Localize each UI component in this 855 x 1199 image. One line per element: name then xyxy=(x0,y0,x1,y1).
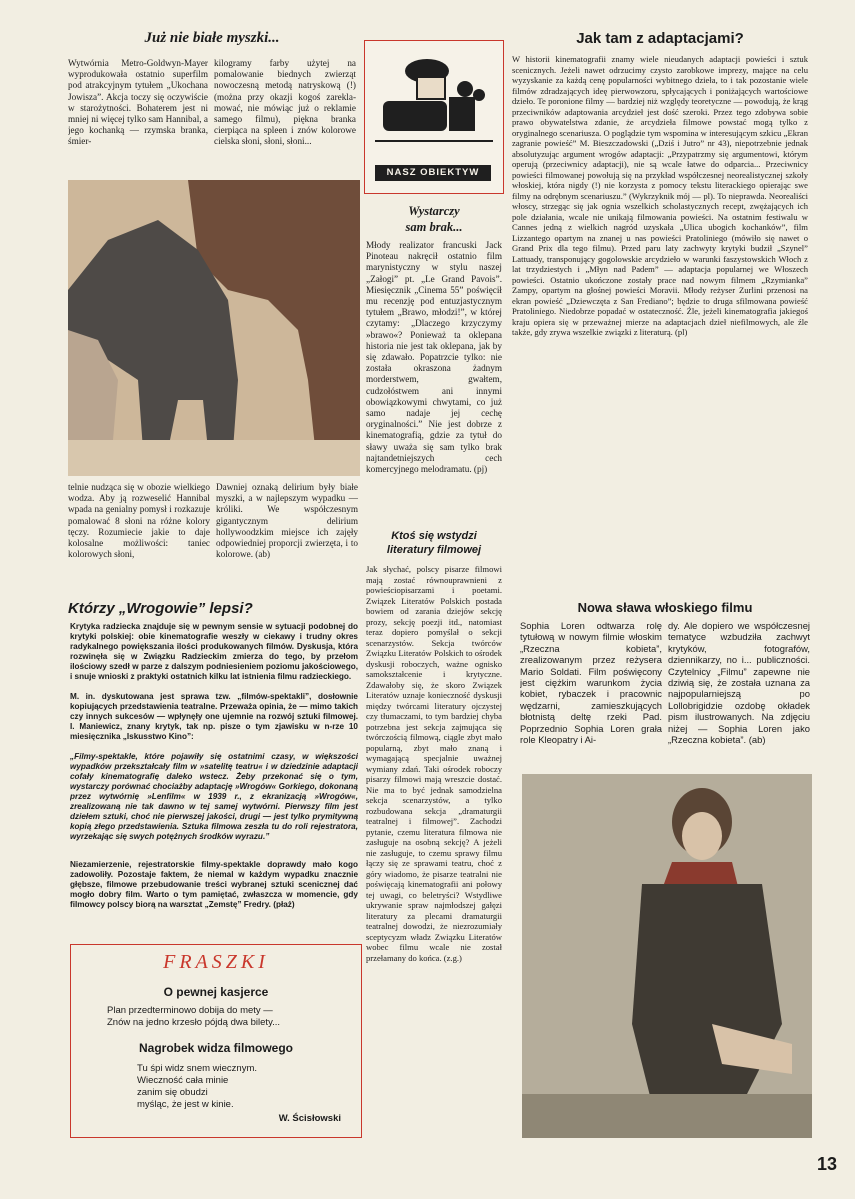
woman-portrait-illustration xyxy=(522,774,812,1138)
wystarczy-title-line2: sam brak... xyxy=(405,220,463,234)
myszki-text-bottom2: Dawniej oznaką delirium były białe myszki, a w najlepszym wypadku — króliki. We współczesnym gigantycznym delirium hollywoodzkim miejsce ich zajęły odpowiedniej proporcji zwierzęta, i to kolorowe. (ab) xyxy=(216,482,358,560)
ktos-title-line2: literatury filmowej xyxy=(386,544,482,556)
poem2-line-3: zanim się obudzi xyxy=(137,1087,208,1098)
loren-text-col2: dy. Ale dopiero we współczesnej tematyce wzbudziła zachwyt krytyków, fotografów, dziennikarzy, no i... publiczności. Czytelnicy „Filmu” zapewne nie dziwią się, że została uznana za najpopularniejszą po Lollobrigidzie ozdobę okładek pism ilustrowanych. Na zdjęciu niżej — Sophia Loren jako „Rzeczna kobieta”. (ab) xyxy=(668,620,810,746)
wystarczy-text: Młody realizator francuski Jack Pinoteau nakręcił ostatnio film marynistyczny w stylu naszej „Załogi” pt. „Le Grand Pavois”. Miesięcznik „Cinema 55” poświęcił mu recenzję pod entuzjastycznym tytułem „Brawo, młodzi!”, w której czytamy: „Dlaczego krzyczymy »brawo«? Ponieważ ta oklepana historia nie jest tak oklepana, jak by się zdawało. Popatrzcie tylko: nie została okraszona żadnym morderstwem, gwałtem, cudzołóstwem ani innymi obowiązkowymi chwytami, co już samo nadaje jej cechę oryginalności.” Nie jest dobrze z kinematografią, gdzie za tytuł do sławy uważa się sam tylko brak najtandetniejszych cech komercyjnego melodramatu. (pj) xyxy=(366,240,502,475)
fraszki-author: W. Ścisłowski xyxy=(278,1113,341,1124)
elephant-illustration xyxy=(68,180,360,476)
wrogowie-paragraph-3: Niezamierzenie, rejestratorskie filmy-spektakle doprawdy mało kogo zadowoliły. Pozostaje faktem, że niemal w każdym wypadku znacznie głębsze, filmowe przebudowanie treści wybranej sztuki scenicznej dać mogło dobry film. Warto o tym pamiętać, zwłaszcza w momencie, gdy filmowcy polscy biorą na warsztat „Zemstę” Fredry. (płaż) xyxy=(70,860,358,909)
wrogowie-quote: „Filmy-spektakle, które pojawiły się ostatnimi czasy, w większości wypadków przekształcały film w »satelitę teatru« i w dziedzinie adaptacji cofały kinematografię daleko wstecz. Żeby przekonać się o tym, wystarczy porównać chociażby adaptację »Wrogów« Gorkiego, dokonaną przez wytwórnię »Lenfilm« w 1939 r., z ekranizacją »Wrogów«, zrealizowaną nie tak dawno w tej samej wytwórni. Pierwszy film jest dziełem sztuki, choć nie pierwszej jakości, drugi — jest tylko prymitywną kopią złego przedstawienia. Sztuka filmowa zeszła tu do roli rejestratora, wyrzekając się swych potężnych środków wyrazu.” xyxy=(70,752,358,841)
fraszki-box xyxy=(70,944,362,1138)
wrogowie-paragraph-2: M. in. dyskutowana jest sprawa tzw. „filmów-spektakli”, dosłownie kopiujących przedstawienia teatralne. Przeważa opinia, że — mimo takich czy innych sukcesów — wpłynęły one ujemnie na rozwój sztuki filmowej. I. Maniewicz, znany krytyk, tak np. pisze o tym zjawisku w n-rze 10 miesięcznika „Iskusstwo Kino”: xyxy=(70,692,358,741)
myszki-text-col2: kilogramy farby użytej na pomalowanie biednych zwierząt nowoczesną metodą natryskową (!) (można przy okazji kogoś zareklamować, nie mówiąc już o reklamie samego filmu), piękna branka cierpiąca na spleen i znów kolorowe cielska słoni, słoni, słoni... xyxy=(214,58,356,147)
fraszki-title: FRASZKI xyxy=(163,951,269,973)
nasz-obiektyw-box xyxy=(364,40,504,194)
poem2-line-4: myśląc, że jest w kinie. xyxy=(137,1099,234,1110)
adaptacje-title: Jak tam z adaptacjami? xyxy=(576,30,744,47)
myszki-text-bottom1: telnie nudząca się w obozie wielkiego wodza. Aby ją rozweselić Hannibal wpada na genialny pomysł i rozkazuje pomalować 8 słoni na różne kolory tęczy. Rozumiecie jakie to daje kolosalne możliwości: taniec kolorowych słoni, xyxy=(68,482,210,560)
poem1-title: O pewnej kasjerce xyxy=(163,985,269,999)
adaptacje-text: W historii kinematografii znamy wiele nieudanych adaptacji powieści i sztuk scenicznych. Jeżeli nawet odrzucimy czysto zarobkowe imprezy, mające na celu wyzyskanie za każdą cenę popularności wybitnego dzieła, to i tak pozostanie wiele filmów zdradzających ideę pierwowzoru, spłycających i poniżających wartościowe dzieło. Te poronione filmy — bardziej niż względy teoretyczne — powodują, że krąg przeciwników adaptowania arcydzieł jest dość szeroki. Przez tego zdobywa sobie prawo obywatelstwa zdanie, że arcydzieła filmowe powstać mogą tylko z oryginalnego scenariusza. O poglądzie tym wspomina w interesującym szkicu „Ekran zagranie powieść” M. Bieszczadowski („Dziś i Jutro” nr 43), niepotrzebnie jednak absolutyzując argument wrogów adaptacji: „Przypatrzmy się argumentowi, którym operują (przeciwnicy adaptacji), nie są wcale łatwe do odparcia... Przeciwnicy powieści filmowanej powołują się na przykład współczesnej neorealistycznej szkoły włoskiej, która nigdy (!) nie korzysta z pomocy tekstu literackiego opierając swe filmy na odrębnym scenariuszu.” (Wykrzyknik mój — pl). To nieprawda. Neorealiści włoscy, strzegąc się jak ognia wszelkich scholastycznych recept, zwężających ich pole działania, wcale nie unikają filmowania powieści. Na ostatnim festiwalu w Cannes jedną z wielkich nagród uzyskała „Ulica ubogich kochanków”, film Lizzantego opartym na znanej u nas powieści Pratoliniego (mówiło się nawet o Grand Prix dla tego filmu). Przed paru laty zachwyty krytyki budził „Szynel” Lattuady, transponujący gogolowskie arcydzieło w warunki faszystowskich Włoch z lat trzydziestych i „Młyn nad Padem” — adaptacja popularnej we Włoszech powieści. Ostatnio ukończone zostały prace nad nowym filmem „Rzymianka” Zampy, opartym na głośnej powieści Moravii. Młody reżyser Zurlini przenosi na ekran powieść „Dziewczęta z San Frediano”; będzie to druga sfilmowana powieść Pratoliniego. Niedobrze popadać w ostateczność. Źle, jeżeli kinematografia jakiegoś kraju opiera się w przeważnej mierze na adaptacjach dzieł niefilmowych, ale źle także, gdy zrywa wszelkie związki z literaturą. (pl) xyxy=(512,54,808,337)
wrogowie-lead: Krytyka radziecka znajduje się w pewnym sensie w sytuacji podobnej do krytyki polskiej: obie kinematografie weszły w ciekawy i trudny okres radykalnego powiększania ilości produkowanych filmów. Dyskusja, która rozwinęła się w Związku Radzieckim zmierza do tego, by przełom ilościowy szedł w parze z dalszym podniesieniem poziomu jakościowego, i snuje wnioski z praktyki ostatnich kilku lat istnienia filmu radzieckiego. xyxy=(70,622,358,681)
ktos-title-line1: Ktoś się wstydzi xyxy=(391,530,477,542)
elephants-photo xyxy=(68,180,360,476)
poem2-line-2: Wieczność cała minie xyxy=(137,1075,229,1086)
poem1-line-2: Znów na jedno krzesło pójdą dwa bilety... xyxy=(107,1017,281,1028)
poem1-line-1: Plan przedterminowo dobija do mety — xyxy=(107,1005,273,1016)
page-number: 13 xyxy=(816,1154,838,1174)
poem2-line-1: Tu śpi widz snem wiecznym. xyxy=(137,1063,258,1074)
myszki-title: Już nie białe myszki... xyxy=(144,30,280,46)
nasz-obiektyw-label: NASZ OBIEKTYW xyxy=(375,165,491,181)
ktos-text: Jak słychać, polscy pisarze filmowi mają zostać równouprawnieni z powieściopisarzami i poetami. Związek Literatów Polskich postada bowiem od zarania dziejów sekcję prozy, sekcję poezji itd., natomiast teraz dopiero pomyślał o sekcji scenarzystów. Sekcja twórców Związku Literatów Polskich to ośrodek dyskusji roboczych, ważne ognisko samokształcenie i krytyczne. Zdawałoby się, że skoro Związek Literatów uznaje konieczność dyskusji między twórcami literatury ojczystej czy tłumaczami, to tym bardziej chyba potrzebna jest sekcja zajmująca się twórczością filmową, ciągle zbyt mało popularną, zbyt mało znaną i wymagającą specjalnie uważnej wymiany zdań. Taki ośrodek roboczy pisarzy filmowi mają wreszcie dostać. Nie ma to być jednak samodzielna sekcja scenarzystów, a tylko rozbudowana sekcja „dramaturgii teatralnej i filmowej”. Zachodzi pytanie, czemu literatura filmowa nie zasługuje na osobną sekcję? A jeżeli nie zasługuje, to czemu sprawy filmu łączy się ze sprawami teatru, choć z góry wiadomo, że pisarze teatralni nie poświęcają kinematografii ani połowy tej uwagi, co beletryści? Wstydliwe ukrywanie spraw najmłodszej gałęzi literatury za plecami dramaturgii teatralnej dowodzi, że niezrozumiały sceptycyzm władz Związku Literatów wobec filmu wcale nie został przełamany do końca. (z.g.) xyxy=(366,564,502,963)
wrogowie-title: Którzy „Wrogowie” lepsi? xyxy=(68,600,253,617)
camera-operator-icon xyxy=(365,41,503,161)
sophia-loren-photo xyxy=(522,774,812,1138)
poem2-title: Nagrobek widza filmowego xyxy=(138,1041,294,1055)
loren-text-col1: Sophia Loren odtwarza rolę tytułową w nowym filmie włoskim „Rzeczna kobieta”, zrealizowanym przez reżysera Mario Soldati. Film poświęcony jest ciężkim warunkom życia kobiet, rybaczek i pracownic wędzarni, zamieszkujących błotnistą deltę rzeki Pad. Poprzednio Sophia Loren grała role Kleopatry i Ai- xyxy=(520,620,662,746)
loren-title: Nowa sława włoskiego filmu xyxy=(577,600,753,615)
wystarczy-title-line1: Wystarczy xyxy=(408,204,460,218)
myszki-text-col1: Wytwórnia Metro-Goldwyn-Mayer wyprodukowała ostatnio superfilm pod atrakcyjnym tytułem „Ukochana Jowisza”. Akcja toczy się oczywiście w starożytności. Bohaterem jest ni mniej ni więcej tylko sam Hannibal, a jego kochanką — rzymska branka, śmier- xyxy=(68,58,208,147)
